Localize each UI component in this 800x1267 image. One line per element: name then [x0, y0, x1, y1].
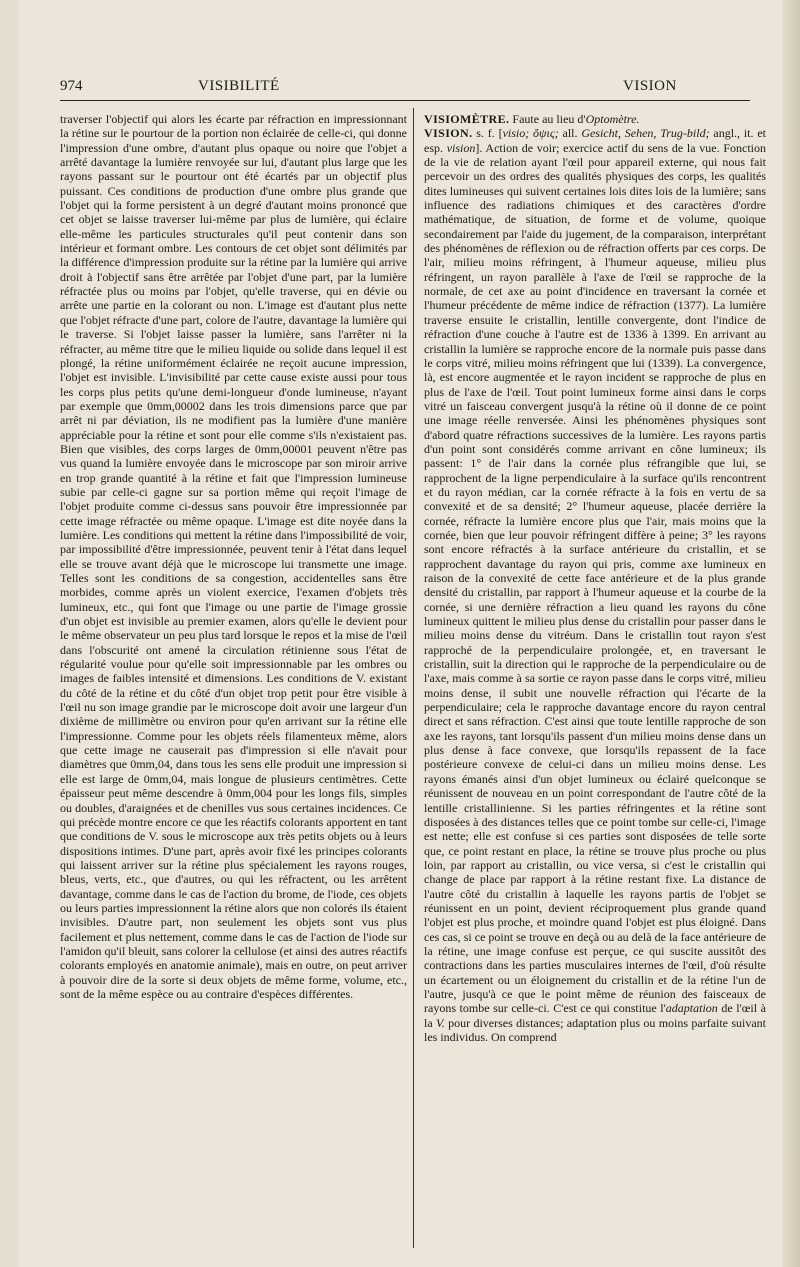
headword-vision: VISION. — [424, 126, 473, 141]
entry-vision-adaptation: adaptation — [665, 1001, 718, 1016]
running-header — [60, 78, 750, 100]
entry-vision-etym: visio; ὄψις; — [502, 126, 559, 141]
entry-vision-body: ]. Action de voir; exercice actif du sens de la vue. Fonction de la vie de relation ayant l'œil pour appareil externe, qui nous fait percevoir un des ordres des qualités physiques des corps, les qualités dites lumineuses qui suivent certaines lois dites lois de la lumière; sans influence des radiations chimiques et des caractères d'ordre mathématique, de situation, de forme et de volume, quoique secondairement par l'aide du jugement, de la comparaison, interprétant des phénomènes de réflexion ou de réfraction offerts par ces corps. De l'air, milieu moins réfringent, à l'humeur aqueuse, milieu plus réfringent, un rayon parallèle à l'axe de l'œil se rapproche de la normale, de cet axe au point d'incidence en traversant la cornée et l'humeur précédente de même indice de réfraction (1377). La lumière traverse ensuite le cristallin, lentille convergente, dont l'indice de réfraction d'une couche à l'autre est de 1336 à 1399. En arrivant au cristallin la lumière se rapproche encore de la normale puis passe dans le corps vitré, milieu moins réfringent que lui (1339). La convergence, là, est encore augmentée et le rayon incident se rapproche de plus en plus de l'axe de l'œil. Tout point lumineux forme ainsi dans le corps vitré un faisceau convergent jusqu'à la rétine où il donne de ce point une image réelle renversée. Ainsi les phénomènes physiques sont d'abord quatre réfractions successives de la lumière. Les rayons partis d'un point sont considérés comme arrivant en cône lumineux; ils passent: 1° de l'air dans la cornée plus réfrangible que lui, se rapprochent de la ligne perpendiculaire à la surface qu'ils rencontrent et du rayon médian, car la cornée réfracte à la fois en vertu de sa convexité et de sa densité; 2° l'humeur aqueuse, placée derrière la cornée, réfracte la lumière encore plus que l'air, mais moins que la cornée, bien que leur pouvoir réfringent diffère à peine; 3° les rayons sont encore réfractés à la surface antérieure du cristallin, et se rapprochent davantage du rayon qui pris, comme axe lumineux en raison de la convexité de cette face antérieure et de la plus grande densité du cristallin, par rapport à l'humeur aqueuse et la courbe de la cornée, si une dernière réfraction a lieu quand les rayons du cône lumineux quittent le milieu plus dense du cristallin pour passer dans le milieu moins dense du vitréum. Dans le cristallin tout rayon s'est rapproché de la perpendiculaire prolongée, et, en traversant le cristallin, suit la direction qui le rapproche de la perpendiculaire ou de l'axe, mais comme à sa sortie ce rayon passe dans le corps vitré, milieu moins dense, il subit une nouvelle réfraction qui l'écarte de la perpendiculaire; cela le rapproche davantage encore du rayon central direct et sans réfraction. C'est ainsi que toute lentille rapproche de son axe les rayons, tant lorsqu'ils passent d'un milieu moins dense dans un plus dense à face convexe, que lorsqu'ils repassent de la face postérieure convexe de celui-ci dans un milieu moins dense. Les rayons émanés ainsi d'un objet lumineux ou éclairé quelconque se réunissent de nouveau en un point correspondant de l'autre côté de la lentille cristallinienne. Si les parties réfringentes et la rétine sont disposées à des distances telles que ce point tombe sur celle-ci, l'image est nette; elle est confuse si ces parties sont disposées de telle sorte que, ce point restant en place, la rétine se trouve plus proche ou plus loin, par rapport au cristallin, ou vice versa, si c'est le cristallin qui change de place par rapport à la rétine restant fixe. La distance de l'autre côté du cristallin à laquelle les rayons partis de l'objet se réunissent en un point, devient réciproquement plus grande quand l'objet est plus proche, et moindre quand l'objet est plus éloigné. Dans ces cas, si ce point se trouve en deçà ou au delà de la face antérieure de la rétine, une image confuse est perçue, ce qui suscite aussitôt des contractions dans les parties musculaires internes de l'œil, d'où résulte un écartement ou un éloignement du cristallin et de la rétine l'un de l'autre, jusqu'à ce que le point même de réunion des faisceaux de rayons tombe sur celle-ci. C'est ce qui constitue l' — [424, 140, 766, 1016]
header-rule — [60, 100, 750, 101]
entry-visiometre — [424, 112, 766, 126]
entry-vision-angl: angl., it. et esp. — [424, 126, 766, 155]
entry-vision-text-d: de l'œil à la — [424, 1001, 766, 1030]
headword-visiometre: VISIOMÈTRE. — [424, 112, 510, 126]
entry-vision-tail: pour diverses distances; adaptation plus ou moins parfaite suivant les individus. On comprend — [424, 1015, 766, 1044]
entry-vision-gram: s. f. [ — [472, 126, 503, 141]
entry-visiometre-ref: Optomètre. — [585, 112, 640, 126]
header-title-left: VISIBILITÉ — [198, 78, 280, 94]
entry-vision-term: vision — [446, 140, 476, 155]
header-title-right: VISION — [623, 78, 677, 94]
entry-vision-german: Gesicht, Sehen, Trug-bild; — [581, 126, 710, 141]
page-number: 974 — [60, 78, 83, 94]
entry-vision-all: all. — [558, 126, 582, 141]
entry-visiometre-text: Faute au lieu d' — [509, 112, 586, 126]
entry-vision — [424, 126, 766, 1044]
left-column — [60, 112, 407, 1001]
column-divider — [413, 108, 414, 1248]
entry-vision-abbr: V. — [436, 1015, 445, 1030]
left-column-text: traverser l'objectif qui alors les écarte par réfraction en impressionnant la rétine sur le pourtour de la portion non éclairée de celle-ci, qui donne l'impression d'une ombre, d'autant plus opaque ou noire que l'objet a arrêté davantage la lumière renvoyée sur lui, d'autant plus large que les rayons passant sur le pourtour ont été écartés par un objectif plus puissant. Ces conditions de production d'une ombre plus grande que l'objet qui la forme persistent à un degré d'autant moins prononcé que cet objet se laisse traverser lui-même par plus de lumière, qui éclaire elle-même les particules structurales qu'il peut contenir dans son intérieur et formant ombre. Les contours de cet objet sont délimités par la différence d'impression produite sur la rétine par la lumière qui arrive droit à l'objectif sans être arrêtée par l'objet d'une part, par la lumière réfractée plus ou moins par l'objet, qu'elle traverse, qui en dévie ou arrête une partie en la colorant ou non. L'image est d'autant plus nette que l'objet réfracte d'une part, colore de l'autre, davantage la lumière qui le traverse. Si l'objet laisse passer la lumière, sans l'arrêter ni la réfracter, au même titre que le milieu liquide ou solide dans lequel il est plongé, la rétine uniformément éclairée ne reçoit aucune impression, l'objet est invisible. L'invisibilité par cette cause existe aussi pour tous les corps plus petits qu'une demi-longueur d'onde lumineuse, n'ayant par exemple que 0mm,00002 dans les trois dimensions parce que par arrêt ni par déviation, ils ne modifient pas la lumière d'une manière appréciable pour la rétine et sont pour elle comme s'ils n'existaient pas. Bien que visibles, des corps larges de 0mm,00001 peuvent n'être pas vus quand la lumière envoyée dans le microscope par son miroir arrive en trop grande quantité à la rétine et fait que l'impression lumineuse subie par celle-ci gagne sur sa portion même qui reçoit l'image de l'objet produite comme ci-dessus sans pouvoir être impressionnée par cette image réfractée ou même opaque. L'image est dite noyée dans la lumière. Les conditions qui mettent la rétine dans l'impossibilité de voir, par impossibilité d'être impressionnée, peuvent tenir à l'état dans lequel elle se trouve avant déjà que le microscope lui transmette une image. Telles sont les conditions de sa congestion, accidentelles sans être morbides, comme après un violent exercice, l'examen d'objets très lumineux, etc., qui font que l'image ou une partie de l'image grossie d'un objet est invisible au premier examen, alors qu'elle le devient pour le même observateur un peu plus tard lorsque le repos et la mise de l'œil dans l'obscurité ont amené la circulation rétinienne sous l'état de régularité voulue pour qu'elle soit impressionnable par les ombres ou images de faibles intensité et dimensions. Les conditions de V. existant du côté de la rétine et du côté d'un objet trop petit pour être visible à l'œil nu son image grandie par le microscope doit avoir une largeur d'un dixième de millimètre ou environ pour qu'en arrivant sur la rétine elle l'impressionne. Comme pour les objets réels filamenteux même, alors que cette image ne causerait pas d'impression si elle n'avait pour diamètres que 0mm,04, dans tous les sens elle produit une impression si elle est large de 0mm,04, mais longue de plusieurs centimètres. Cette épaisseur peut même descendre à 0mm,004 pour les longs fils, simples ou doubles, d'araignées et de chenilles vus sous certaines incidences. Ce qui précède montre encore ce que les réactifs colorants apportent en tant que conditions de V. sous le microscope aux très petits objets ou à leurs dispositions intimes. D'une part, après avoir fixé les principes colorants qui laissent arriver sur la rétine plus spécialement les rayons rouges, bleus, verts, etc., que d'autres, ou qui les réfractent, ou les arrêtent davantage, comme dans le cas de l'action du brome, de l'iode, ces objets ou leurs parties impressionnent la rétine alors que non colorés ils étaient invisibles. D'autre part, non seulement les objets sont vus plus facilement et plus nettement, comme dans le cas de l'action de l'iode sur l'amidon qu'il bleuit, sans colorer la cellulose (et ainsi des autres réactifs colorants employés en anatomie animale), mais en outre, on peut arriver à pouvoir dire de la sorte si deux objets de même forme, volume, etc., sont de la même espèce ou au contraire d'espèces différentes. — [60, 112, 407, 1001]
right-column — [424, 112, 766, 1044]
